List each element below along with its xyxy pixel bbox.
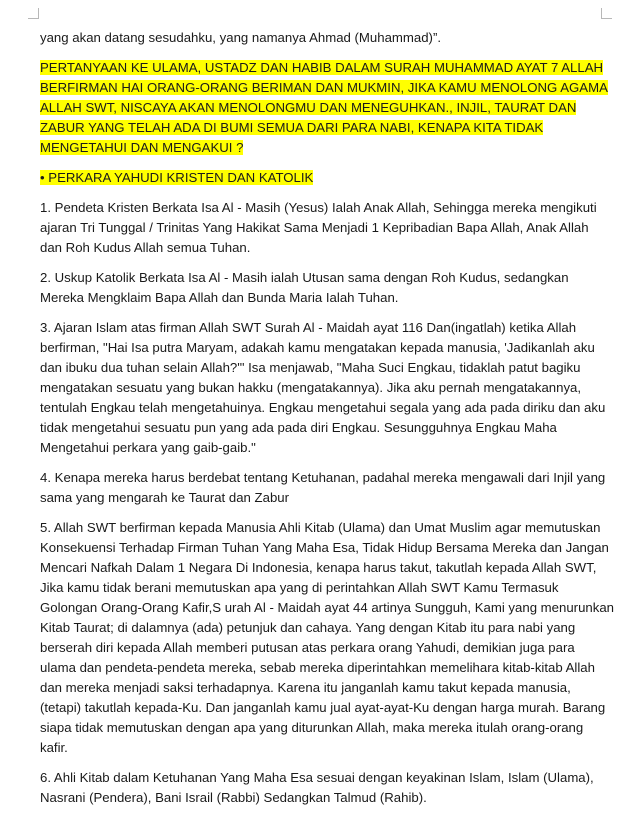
continuation-line: yang akan datang sesudahku, yang namanya Ahmad (Muhammad)”. — [40, 30, 441, 45]
paragraph-2: 2. Uskup Katolik Berkata Isa Al - Masih ialah Utusan sama dengan Roh Kudus, sedangkan Mereka Mengklaim Bapa Allah dan Bunda Maria Ialah Tuhan. — [40, 270, 569, 305]
section-heading — [40, 168, 614, 188]
document-body — [40, 28, 614, 818]
paragraph-4: 4. Kenapa mereka harus berdebat tentang Ketuhanan, padahal mereka mengawali dari Injil yang sama yang mengarah ke Taurat dan Zabur — [40, 470, 606, 505]
paragraph-6: 6. Ahli Kitab dalam Ketuhanan Yang Maha Esa sesuai dengan keyakinan Islam, Islam (Ulama), Nasrani (Pendera), Bani Israil (Rabbi) Sedangkan Talmud (Rahib). — [40, 770, 594, 805]
section-heading-text: • PERKARA YAHUDI KRISTEN DAN KATOLIK — [40, 170, 314, 185]
highlighted-question — [40, 58, 614, 158]
paragraph-1: 1. Pendeta Kristen Berkata Isa Al - Masih (Yesus) Ialah Anak Allah, Sehingga mereka mengikuti ajaran Tri Tunggal / Trinitas Yang Hakikat Sama Menjadi 1 Kepribadian Bapa Allah, Anak Allah dan Roh Kudus Allah semua Tuhan. — [40, 200, 597, 255]
highlighted-question-text: PERTANYAAN KE ULAMA, USTADZ DAN HABIB DALAM SURAH MUHAMMAD AYAT 7 ALLAH BERFIRMAN HAI ORANG-ORANG BERIMAN DAN MUKMIN, JIKA KAMU MENOLONG AGAMA ALLAH SWT, NISCAYA AKAN MENOLONGMU DAN MENEGUHKAN., INJIL, TAURAT DAN ZABUR YANG TELAH ADA DI BUMI SEMUA DARI PARA NABI, KENAPA KITA TIDAK MENGETAHUI DAN MENGAKUI ? — [40, 60, 608, 155]
paragraph-5: 5. Allah SWT berfirman kepada Manusia Ahli Kitab (Ulama) dan Umat Muslim agar memutuskan Konsekuensi Terhadap Firman Tuhan Yang Maha Esa, Tidak Hidup Bersama Mereka dan Jangan Mencari Nafkah Dalam 1 Negara Di Indonesia, kenapa harus takut, takutlah kepada Allah SWT, Jika kamu tidak berani memutuskan apa yang di perintahkan Allah SWT Kamu Termasuk Golongan Orang-Orang Kafir,S urah Al - Maidah ayat 44 artinya Sungguh, Kami yang menurunkan Kitab Taurat; di dalamnya (ada) petunjuk dan cahaya. Yang dengan Kitab itu para nabi yang berserah diri kepada Allah memberi putusan atas perkara orang Yahudi, demikian juga para ulama dan pendeta-pendeta mereka, sebab mereka diperintahkan memelihara kitab-kitab Allah dan mereka menjadi saksi terhadapnya. Karena itu janganlah kamu takut kepada manusia, (tetapi) takutlah kepada-Ku. Dan janganlah kamu jual ayat-ayat-Ku dengan harga murah. Barang siapa tidak memutuskan dengan apa yang diturunkan Allah, maka mereka itulah orang-orang kafir. — [40, 520, 614, 755]
page-corner-mark-left — [28, 8, 39, 19]
paragraph-3: 3. Ajaran Islam atas firman Allah SWT Surah Al - Maidah ayat 116 Dan(ingatlah) ketika Allah berfirman, "Hai Isa putra Maryam, adakah kamu mengatakan kepada manusia, 'Jadikanlah aku dan ibuku dua tuhan selain Allah?'" Isa menjawab, "Maha Suci Engkau, tidaklah patut bagiku mengatakan sesuatu yang bukan hakku (mengatakannya). Jika aku pernah mengatakannya, tentulah Engkau telah mengetahuinya. Engkau mengetahui segala yang ada pada diriku dan aku tidak mengetahui sesuatu pun yang ada pada diri Engkau. Sesungguhnya Engkau Maha Mengetahui perkara yang gaib-gaib." — [40, 320, 606, 455]
page-corner-mark-right — [601, 8, 612, 19]
